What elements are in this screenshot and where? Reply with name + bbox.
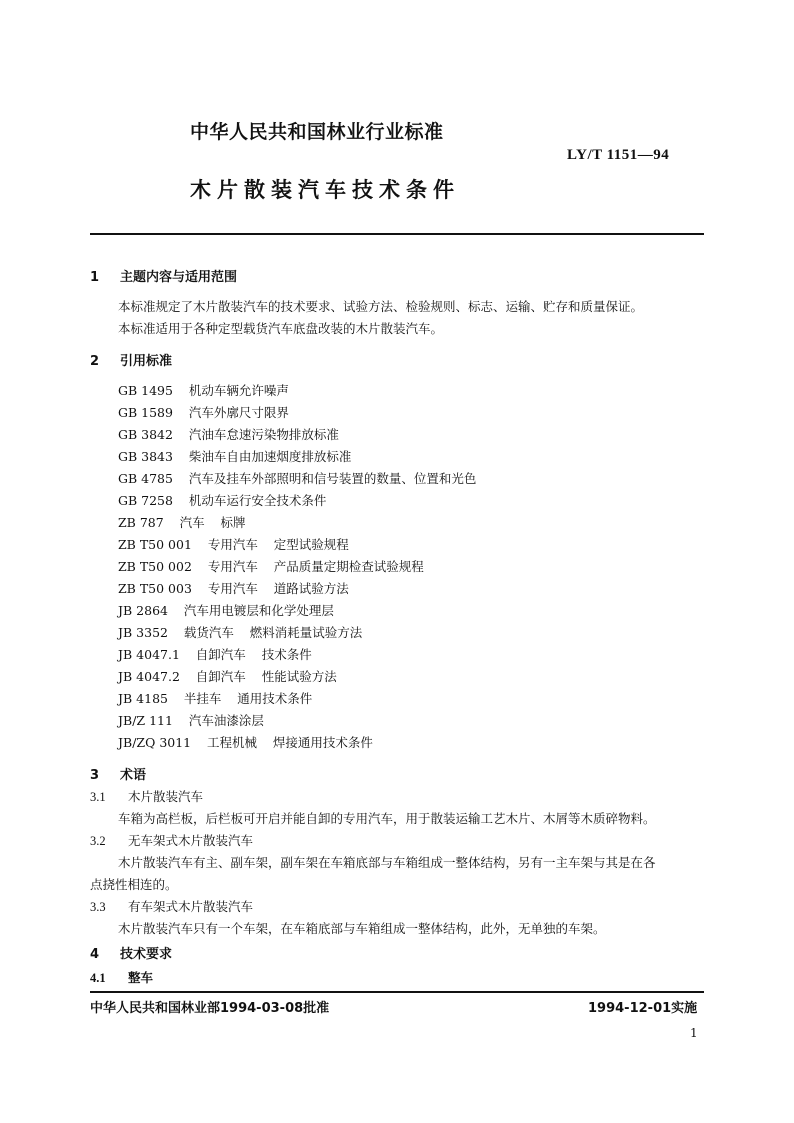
section-number: 4	[90, 947, 100, 962]
paragraph: 本标准适用于各种定型载货汽车底盘改装的木片散装汽车。	[118, 321, 444, 336]
section-number: 2	[90, 354, 100, 369]
section-title: 主题内容与适用范围	[120, 270, 238, 285]
section-2-heading	[90, 350, 172, 369]
paragraph: 本标准规定了木片散装汽车的技术要求、试验方法、检验规则、标志、运输、贮存和质量保证。	[118, 299, 644, 314]
effective-date: 1994-12-01实施	[588, 1001, 698, 1016]
reference-item: GB 3843 柴油车自由加速烟度排放标准	[118, 449, 352, 464]
paragraph: 木片散装汽车只有一个车架，在车箱底部与车箱组成一整体结构，此外，无单独的车架。	[118, 921, 606, 936]
paragraph: 车箱为高栏板，后栏板可开启并能自卸的专用汽车，用于散装运输工艺木片、木屑等木质碎物料。	[118, 811, 656, 826]
reference-item: JB 4047.2 自卸汽车 性能试验方法	[118, 669, 337, 684]
header-divider	[90, 233, 704, 235]
section-4-heading	[90, 943, 172, 962]
section-title: 术语	[120, 768, 147, 783]
reference-item: JB/ZQ 3011 工程机械 焊接通用技术条件	[118, 735, 373, 750]
subsection-3-3-heading	[90, 897, 253, 915]
reference-item: GB 1589 汽车外廓尺寸限界	[118, 405, 289, 420]
reference-item: ZB T50 002 专用汽车 产品质量定期检查试验规程	[118, 559, 424, 574]
section-number: 3	[90, 768, 100, 783]
section-3-heading	[90, 764, 146, 783]
reference-item: ZB 787 汽车 标牌	[118, 515, 246, 530]
reference-item: JB 3352 载货汽车 燃料消耗量试验方法	[118, 625, 363, 640]
section-title: 引用标准	[120, 354, 173, 369]
subsection-title: 无车架式木片散装汽车	[128, 833, 254, 848]
subsection-3-1-heading	[90, 787, 203, 805]
paragraph-continuation: 点挠性相连的。	[90, 877, 178, 892]
subsection-4-1-heading	[90, 968, 153, 986]
section-number: 1	[90, 270, 100, 285]
subsection-number: 3.2	[90, 834, 106, 848]
document-title: 木片散装汽车技术条件	[190, 178, 460, 202]
subsection-title: 木片散装汽车	[128, 789, 204, 804]
page-number: 1	[690, 1026, 698, 1040]
reference-item: JB 4185 半挂车 通用技术条件	[118, 691, 313, 706]
reference-item: GB 7258 机动车运行安全技术条件	[118, 493, 327, 508]
subsection-number: 4.1	[90, 971, 106, 985]
reference-item: JB 2864 汽车用电镀层和化学处理层	[118, 603, 334, 618]
reference-item: JB/Z 111 汽车油漆涂层	[118, 713, 264, 728]
subsection-title: 整车	[128, 970, 154, 985]
reference-item: ZB T50 001 专用汽车 定型试验规程	[118, 537, 349, 552]
reference-item: GB 1495 机动车辆允许噪声	[118, 383, 289, 398]
reference-item: ZB T50 003 专用汽车 道路试验方法	[118, 581, 349, 596]
section-title: 技术要求	[120, 947, 173, 962]
subsection-number: 3.3	[90, 900, 106, 914]
subsection-title: 有车架式木片散装汽车	[128, 899, 254, 914]
reference-item: GB 4785 汽车及挂车外部照明和信号装置的数量、位置和光色	[118, 471, 477, 486]
approval-statement: 中华人民共和国林业部1994-03-08批准	[90, 1001, 330, 1016]
paragraph: 木片散装汽车有主、副车架，副车架在车箱底部与车箱组成一整体结构，另有一主车架与其是在各	[118, 855, 656, 870]
reference-item: JB 4047.1 自卸汽车 技术条件	[118, 647, 312, 662]
issuing-organization: 中华人民共和国林业行业标准	[190, 121, 444, 143]
reference-item: GB 3842 汽油车怠速污染物排放标准	[118, 427, 339, 442]
footer-divider	[90, 991, 704, 993]
section-1-heading	[90, 266, 237, 285]
subsection-number: 3.1	[90, 790, 106, 804]
standard-code: LY/T 1151—94	[567, 147, 670, 163]
subsection-3-2-heading	[90, 831, 253, 849]
